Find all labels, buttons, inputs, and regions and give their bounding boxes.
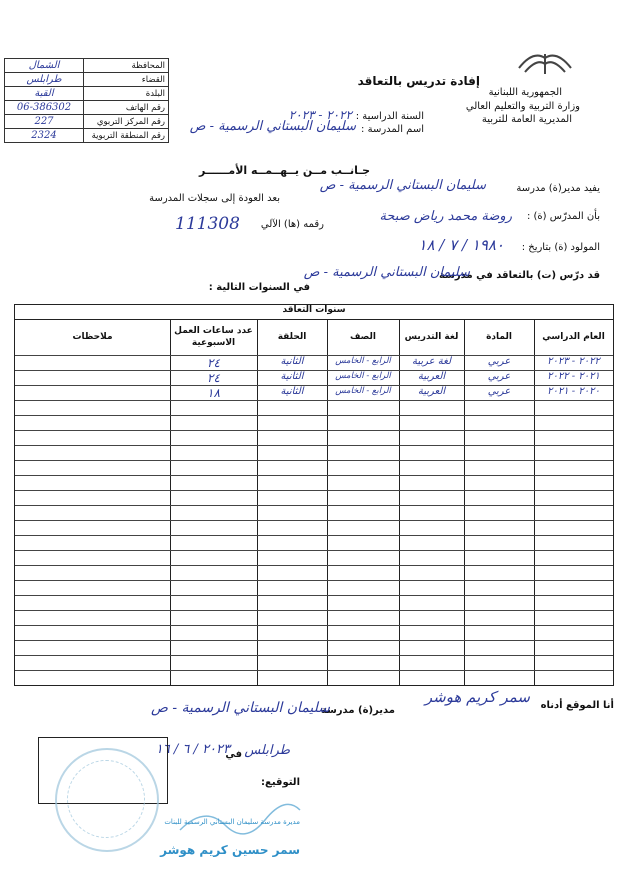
info-row (5, 73, 169, 87)
date-value: ٢٠٢٣ / ٦ / ١٦ (155, 742, 230, 757)
table-cell-language: العربية (417, 386, 446, 397)
place-name: طرابلس (244, 743, 290, 758)
info-row (5, 129, 169, 143)
info-value: 06-386302 (5, 101, 84, 115)
line4-suffix: في السنوات التالية : (208, 282, 310, 293)
table-cell-grade: الرابع - الخامس (335, 371, 391, 381)
table-cell-subject: عربي (487, 386, 511, 397)
table-cell-subject: عربي (487, 371, 511, 382)
info-label: القضاء (84, 73, 169, 87)
ministry-logo (515, 46, 575, 76)
date-label: في (225, 749, 242, 760)
table-cell-cycle: الثانية (280, 386, 304, 397)
official-stamp (55, 748, 159, 852)
line4-prefix: قد درّس (ت) بالتعاقد في مدرسة (439, 270, 600, 281)
info-row (5, 101, 169, 115)
director-label: مدير(ة) مدرسة (320, 705, 395, 716)
line1-school: سليمان البستاني الرسمية - ص (319, 178, 486, 193)
line1-suffix: بعد العودة إلى سجلات المدرسة (149, 193, 280, 204)
signer-name: سمر كريم هوشر (424, 688, 530, 706)
school-name-value: سليمان البستاني الرسمية - ص (189, 119, 356, 134)
line4-school: سليمان البستاني الرسمية - ص (303, 265, 470, 280)
info-value: الشمال (5, 59, 84, 73)
info-label: رقم المنطقة التربوية (84, 129, 169, 143)
info-row (5, 87, 169, 101)
birth-date: ١٩٨٠ / ٧ / ١٨ (418, 236, 504, 254)
header-teaching-language: لغة التدريس (404, 332, 459, 342)
table-cell-year: ٢٠٢١ - ٢٠٢٢ (547, 371, 600, 382)
stamp-school: مديرة مدرسة سليمان البستاني الرسمية للبنات (164, 818, 300, 826)
table-caption: سنوات التعاقد (15, 305, 613, 320)
school-year-value: ٢٠٢٢ - ٢٠٢٣ (288, 108, 352, 122)
info-value: طرابلس (5, 73, 84, 87)
line1-prefix: يفيد مدير(ة) مدرسة (516, 183, 600, 194)
info-label: رقم المركز التربوي (84, 115, 169, 129)
document-title: إفادة تدريس بالتعاقد (357, 74, 480, 88)
table-cell-year: ٢٠٢٠ - ٢٠٢١ (547, 386, 600, 397)
school-year-label: السنة الدراسية : (355, 111, 424, 122)
table-cell-grade: الرابع - الخامس (335, 356, 391, 366)
teacher-number: 111308 (175, 214, 240, 234)
header-cycle: الحلقة (277, 332, 307, 342)
table-cell-grade: الرابع - الخامس (335, 386, 391, 396)
table-cell-hours: ٢٤ (207, 356, 220, 370)
header-weekly-hours: عدد ساعات العمل الاسبوعية (174, 326, 253, 348)
table-cell-subject: عربي (487, 356, 511, 367)
info-row (5, 59, 169, 73)
info-label: المحافظة (84, 59, 169, 73)
header-grade: الصف (349, 332, 377, 342)
table-cell-notes (15, 371, 170, 385)
table-cell-year: ٢٠٢٢ - ٢٠٢٣ (547, 356, 600, 367)
line2-prefix: بأن المدرّس (ة) : (526, 211, 600, 222)
signature-label: التوقيع: (261, 777, 300, 788)
header-notes: ملاحظات (72, 332, 113, 342)
director-school: سليمان البستاني الرسمية - ص (150, 700, 330, 716)
info-value: القبة (5, 87, 84, 101)
table-cell-notes (15, 356, 170, 370)
stamp-name: سمر حسين كريم هوشر (160, 843, 300, 857)
header-school-year: العام الدراسي (542, 332, 605, 342)
signer-prefix: أنا الموقع أدناه (540, 700, 614, 711)
ministry-line-3: المديرية العامة للتربية (481, 114, 572, 125)
line2-suffix: رقمه (ها) الآلي (260, 219, 324, 230)
table-cell-language: العربية (417, 371, 446, 382)
teacher-name: روضة محمد رياض صبحة (379, 209, 512, 224)
line3-prefix: المولود (ة) بتاريخ : (521, 242, 600, 253)
info-value: 227 (5, 115, 84, 129)
table-cell-notes (15, 386, 170, 400)
ministry-line-2: وزارة التربية والتعليم العالي (465, 101, 580, 112)
school-name-label: اسم المدرسة : (361, 124, 424, 135)
table-cell-hours: ٢٤ (207, 371, 220, 385)
ministry-line-1: الجمهورية اللبنانية (488, 87, 562, 98)
info-label: رقم الهاتف (84, 101, 169, 115)
info-row (5, 115, 169, 129)
header-subject: المادة (486, 332, 512, 342)
table-cell-hours: ١٨ (207, 386, 220, 400)
table-cell-language: لغة عربية (411, 356, 452, 367)
table-cell-cycle: الثانية (280, 371, 304, 382)
info-value: 2324 (5, 129, 84, 143)
to-whom-heading: جـانــب مــن يــهــمــه الأمــــــر (199, 164, 370, 177)
table-cell-cycle: الثانية (280, 356, 304, 367)
contract-years-table (14, 304, 614, 686)
info-label: البلدة (84, 87, 169, 101)
info-box (4, 58, 169, 143)
